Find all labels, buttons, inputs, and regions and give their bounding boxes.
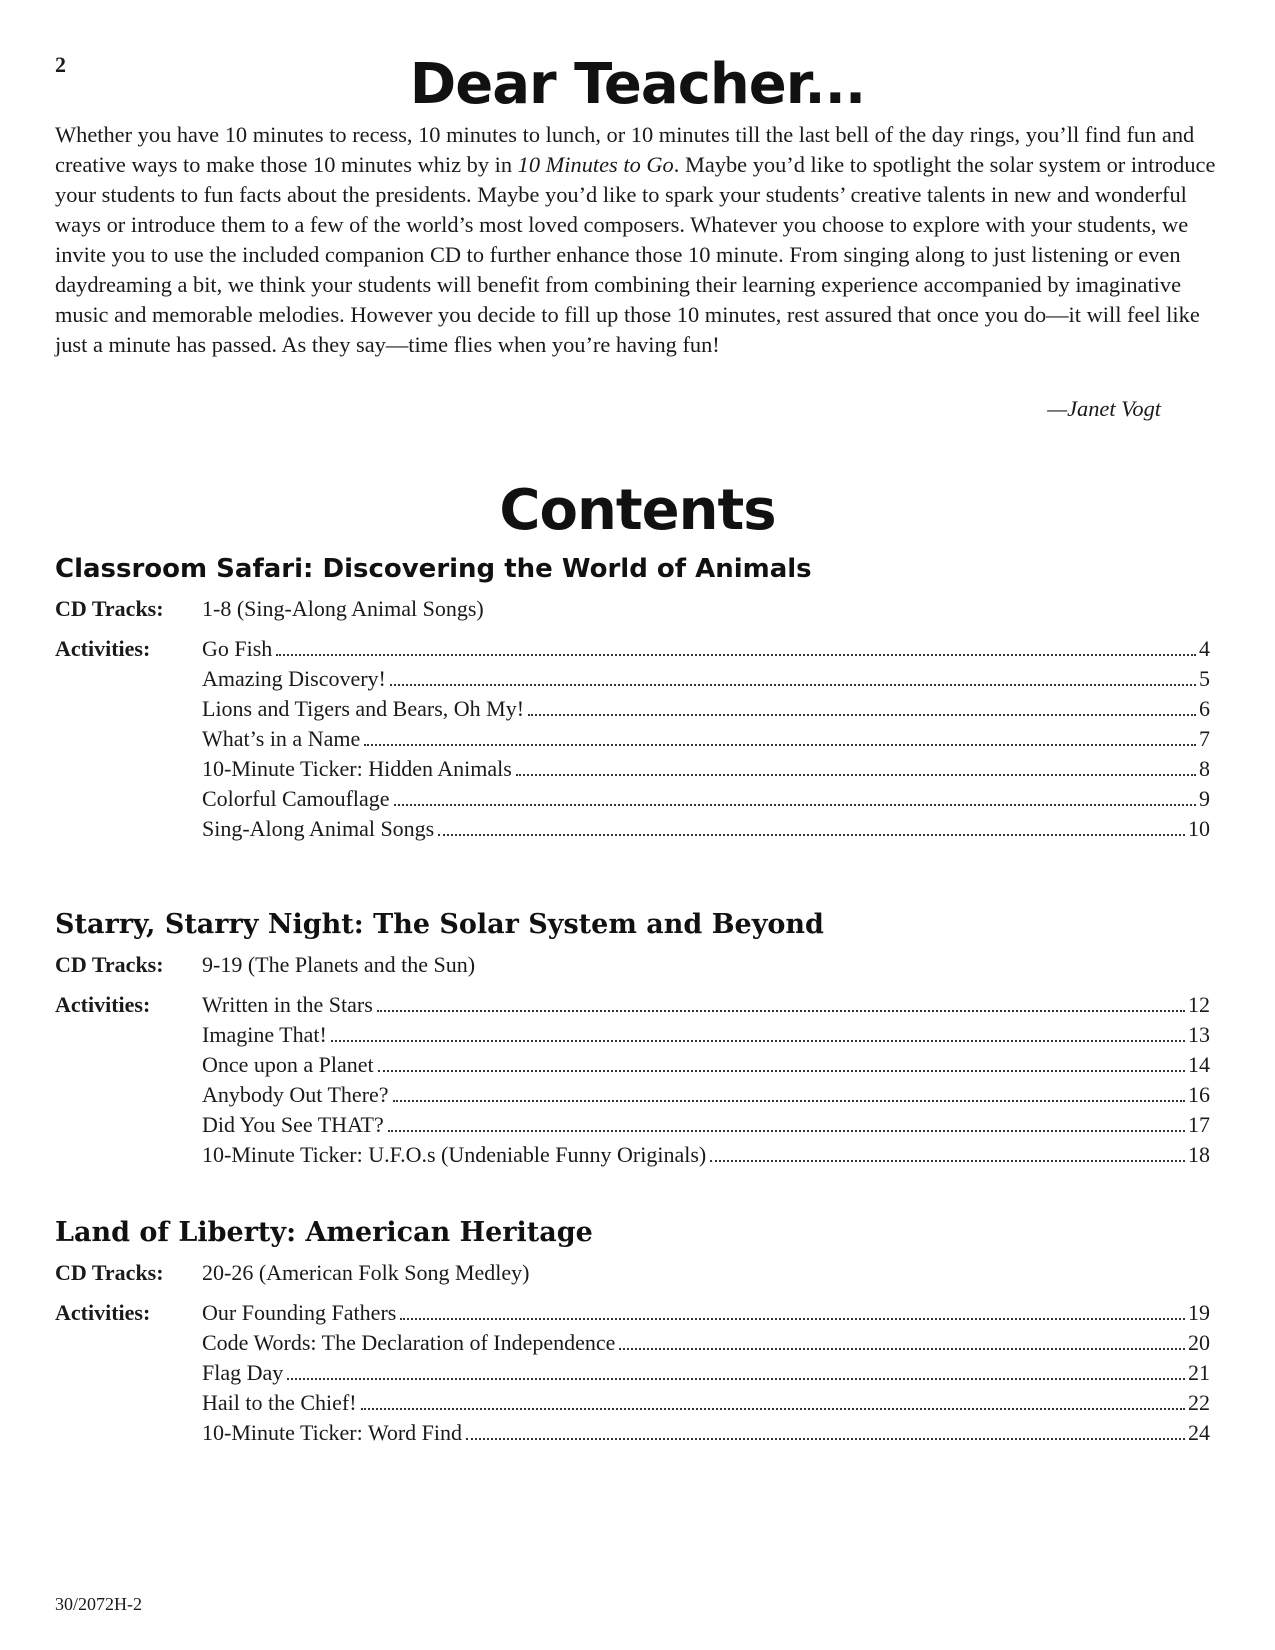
section-title: Land of Liberty: American Heritage [55, 1217, 593, 1248]
cd-tracks-value: 1-8 (Sing-Along Animal Songs) [202, 596, 484, 621]
activity-page: 12 [1188, 992, 1210, 1017]
activities-label: Activities: [55, 992, 151, 1017]
dot-leader [388, 1130, 1185, 1132]
dot-leader [276, 654, 1196, 656]
dot-leader [390, 684, 1196, 686]
activity-page: 6 [1199, 696, 1210, 721]
activity-page: 4 [1199, 636, 1210, 661]
section-title: Starry, Starry Night: The Solar System and Beyond [55, 909, 824, 940]
activity-item [202, 1080, 1210, 1110]
activity-item [202, 1050, 1210, 1080]
cd-tracks-label: CD Tracks: [55, 596, 164, 621]
footer-code: 30/2072H-2 [55, 1594, 142, 1614]
activity-name: Colorful Camouflage [202, 786, 390, 811]
section-land-of-liberty [55, 1214, 1210, 1448]
signature: —Janet Vogt [1047, 396, 1161, 421]
activity-name: Code Words: The Declaration of Independence [202, 1330, 616, 1355]
activity-item [202, 694, 1210, 724]
dot-leader [361, 1408, 1185, 1410]
activity-item [202, 784, 1210, 814]
page-number: 2 [55, 52, 66, 77]
section-classroom-safari [55, 550, 1210, 844]
activity-name: What’s in a Name [202, 726, 361, 751]
dot-leader [377, 1010, 1185, 1012]
activity-name: 10-Minute Ticker: U.F.O.s (Undeniable Funny Originals) [202, 1142, 707, 1167]
activity-item [202, 1388, 1210, 1418]
activity-page: 8 [1199, 756, 1210, 781]
cd-tracks-row [55, 1258, 1210, 1288]
activity-item [202, 1020, 1210, 1050]
letter-text-part1: Whether you have 10 minutes to recess, 10 minutes to lunch, or 10 minutes till the last bell of the day rings, you’ll find fun and creative ways to make those 10 minutes whiz by in [55, 122, 1195, 177]
activity-list [202, 990, 1210, 1170]
cd-tracks-row [55, 950, 1210, 980]
cd-tracks-value: 9-19 (The Planets and the Sun) [202, 952, 476, 977]
activity-item [202, 1140, 1210, 1170]
activity-name: Once upon a Planet [202, 1052, 374, 1077]
activity-page: 22 [1188, 1390, 1210, 1415]
activity-item [202, 1298, 1210, 1328]
activity-page: 21 [1188, 1360, 1210, 1385]
dot-leader [331, 1040, 1185, 1042]
cd-tracks-value: 20-26 (American Folk Song Medley) [202, 1260, 530, 1285]
dot-leader [466, 1438, 1185, 1440]
letter-text-part2: . Maybe you’d like to spotlight the solar system or introduce your students to fun facts about the presidents. Maybe you’d like to spark your students’ creative talents in new and wonderful ways or introduce them to a few of the world’s most loved composers. Whatever you choose to explore with your students, we invite you to use the included companion CD to further enhance those 10 minute. From singing along to just listening or even daydreaming a bit, we think your students will benefit from combining their learning experience accompanied by imaginative music and memorable melodies. However you decide to fill up those 10 minutes, rest assured that once you do—it will feel like just a minute has passed. As they say—time flies when you’re having fun! [55, 152, 1216, 357]
activity-item [202, 1328, 1210, 1358]
activity-page: 17 [1188, 1112, 1210, 1137]
dot-leader [393, 1100, 1185, 1102]
dot-leader [710, 1160, 1185, 1162]
contents-title: Contents [499, 478, 776, 543]
dot-leader [400, 1318, 1185, 1320]
activity-page: 14 [1188, 1052, 1210, 1077]
activities-label: Activities: [55, 1300, 151, 1325]
activity-name: Lions and Tigers and Bears, Oh My! [202, 696, 525, 721]
dot-leader [438, 834, 1185, 836]
activity-item [202, 814, 1210, 844]
activity-page: 19 [1188, 1300, 1210, 1325]
book-title: 10 Minutes to Go [517, 152, 674, 177]
activity-page: 20 [1188, 1330, 1210, 1355]
activity-name: Written in the Stars [202, 992, 373, 1017]
cd-tracks-row [55, 594, 1210, 624]
activity-list [202, 634, 1210, 844]
activity-item [202, 1110, 1210, 1140]
activity-page: 18 [1188, 1142, 1210, 1167]
dot-leader [394, 804, 1196, 806]
activity-name: Our Founding Fathers [202, 1300, 397, 1325]
cd-tracks-label: CD Tracks: [55, 1260, 164, 1285]
activity-page: 16 [1188, 1082, 1210, 1107]
activity-name: Sing-Along Animal Songs [202, 816, 435, 841]
activity-item [202, 1358, 1210, 1388]
section-title: Classroom Safari: Discovering the World of Animals [55, 554, 812, 584]
dot-leader [528, 714, 1196, 716]
dear-teacher-title: Dear Teacher... [409, 52, 866, 117]
activities-row [55, 1298, 1210, 1448]
dot-leader [364, 744, 1196, 746]
activity-name: 10-Minute Ticker: Word Find [202, 1420, 463, 1445]
activity-page: 10 [1188, 816, 1210, 841]
activity-page: 9 [1199, 786, 1210, 811]
activity-page: 13 [1188, 1022, 1210, 1047]
activity-name: Did You See THAT? [202, 1112, 384, 1137]
activities-label: Activities: [55, 636, 151, 661]
dot-leader [516, 774, 1196, 776]
letter-body [55, 120, 1225, 360]
activities-row [55, 990, 1210, 1170]
activity-list [202, 1298, 1210, 1448]
activity-name: 10-Minute Ticker: Hidden Animals [202, 756, 512, 781]
activity-page: 24 [1188, 1420, 1210, 1445]
dot-leader [619, 1348, 1185, 1350]
activity-name: Amazing Discovery! [202, 666, 386, 691]
activity-item [202, 724, 1210, 754]
activity-name: Flag Day [202, 1360, 284, 1385]
activity-name: Anybody Out There? [202, 1082, 389, 1107]
activity-name: Go Fish [202, 636, 273, 661]
activity-page: 5 [1199, 666, 1210, 691]
activity-item [202, 664, 1210, 694]
activity-name: Imagine That! [202, 1022, 327, 1047]
dot-leader [378, 1070, 1185, 1072]
activity-item [202, 634, 1210, 664]
activity-item [202, 754, 1210, 784]
section-starry-night [55, 906, 1210, 1170]
activities-row [55, 634, 1210, 844]
activity-item [202, 990, 1210, 1020]
dot-leader [287, 1378, 1185, 1380]
activity-page: 7 [1199, 726, 1210, 751]
cd-tracks-label: CD Tracks: [55, 952, 164, 977]
activity-item [202, 1418, 1210, 1448]
activity-name: Hail to the Chief! [202, 1390, 357, 1415]
